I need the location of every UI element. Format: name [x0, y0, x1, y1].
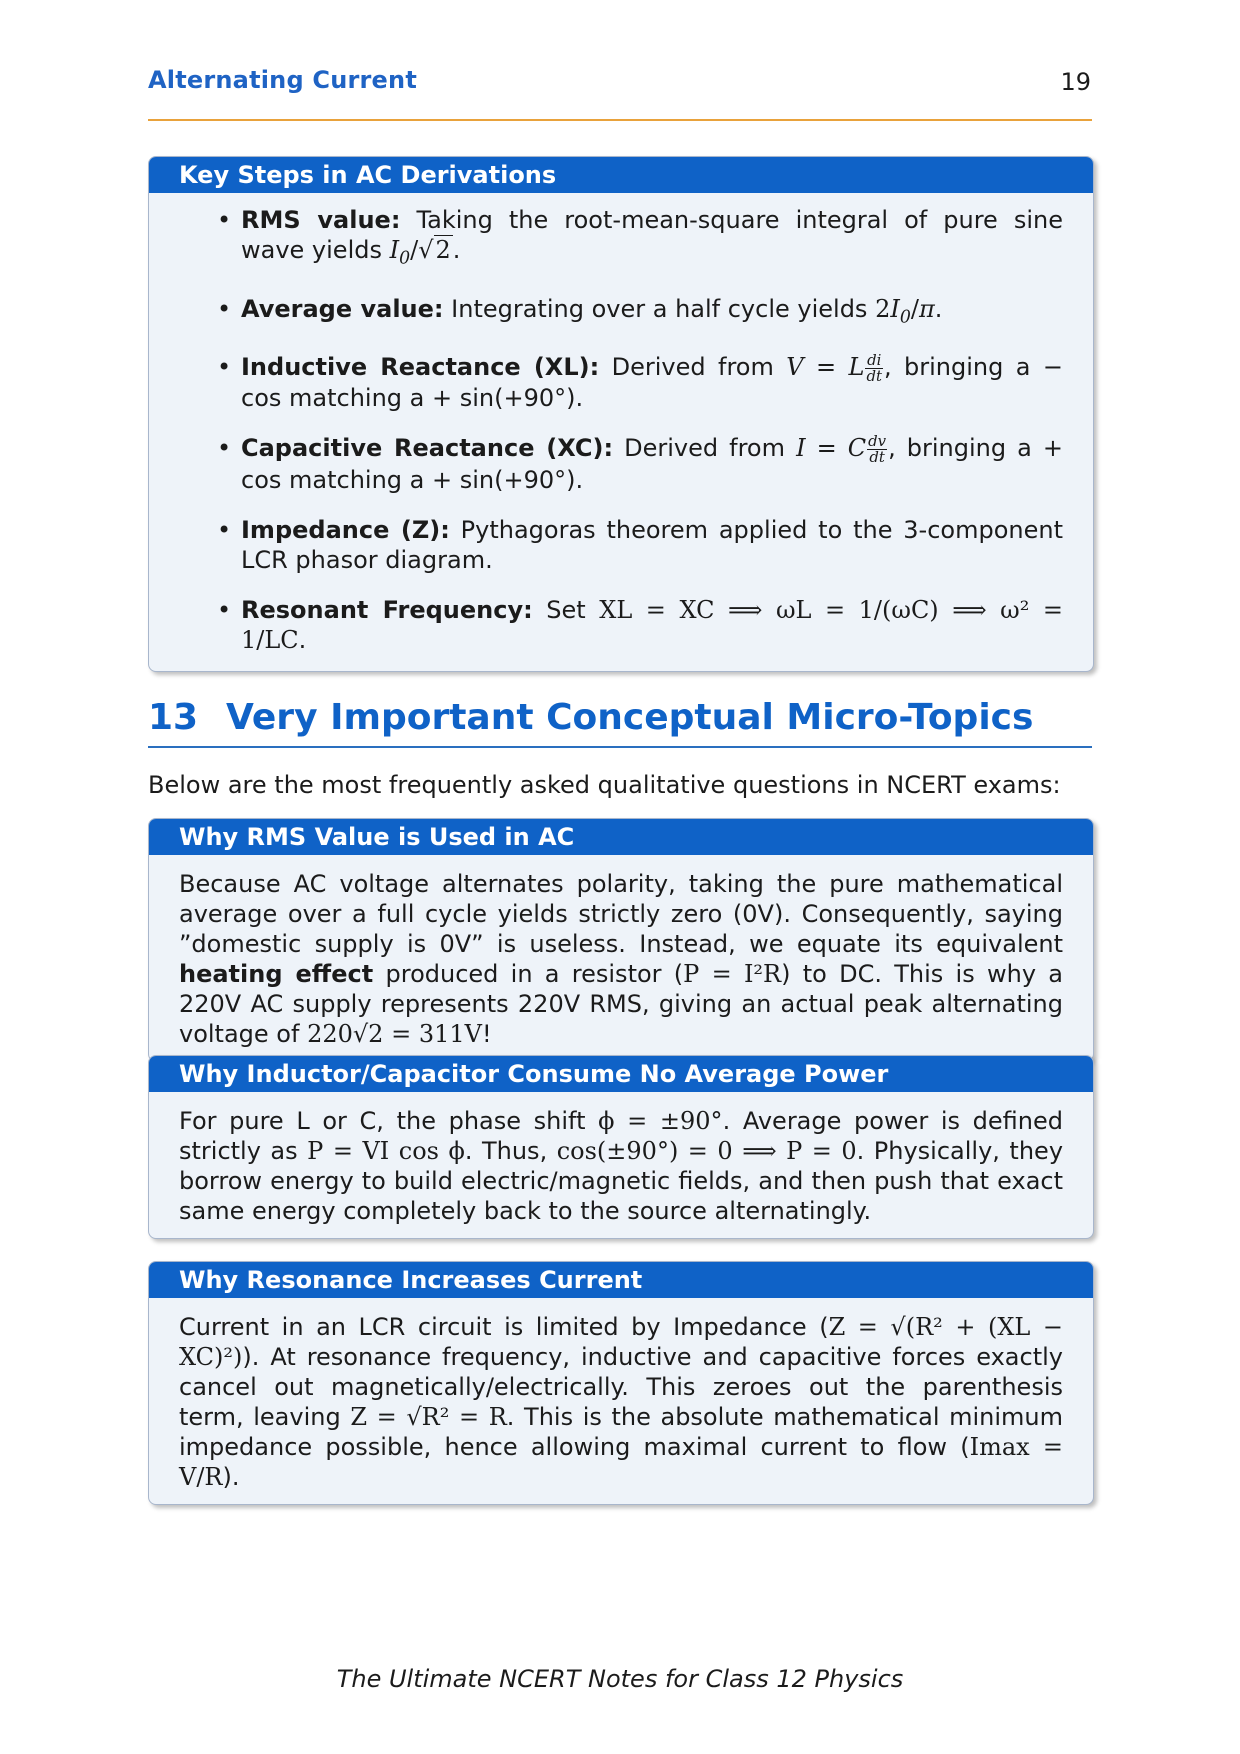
item-text: Derived from	[611, 353, 774, 382]
list-item	[241, 515, 1063, 575]
header-rule	[148, 119, 1092, 121]
item-end: .	[452, 236, 461, 264]
item-label: Inductive Reactance (XL):	[241, 353, 600, 382]
capacitive-formula-render: I = C $\frac{dv}{dt}$	[796, 432, 887, 466]
body-text: ).	[222, 1463, 240, 1491]
body-text: Because AC voltage alternates polarity, taking the pure mathematical average over a full cycle yields strictly zero (0V). Consequently, saying ”domestic supply is 0V” is useless. Instead, we equate its equivalent	[179, 870, 1063, 958]
body-math: Z = √(R² + (XL − XC)²)	[179, 1313, 1063, 1371]
item-label: RMS value:	[241, 206, 401, 234]
page-number: 19	[1060, 68, 1091, 96]
section-number: 13	[148, 697, 199, 738]
resonance-box-body	[149, 1298, 1093, 1504]
rms-box	[148, 818, 1094, 1062]
list-item	[241, 294, 1063, 333]
rms-formula-render: $I_0$	[389, 236, 411, 269]
item-end: .	[298, 625, 307, 654]
key-steps-box	[148, 156, 1094, 672]
rms-box-title: Why RMS Value is Used in AC	[149, 819, 1093, 855]
body-text: . Thus,	[464, 1137, 548, 1165]
section-rule	[148, 746, 1092, 748]
key-steps-title: Key Steps in AC Derivations	[149, 157, 1093, 193]
item-label: Impedance (Z):	[241, 515, 450, 544]
section-heading	[148, 697, 1033, 738]
power-box	[148, 1055, 1094, 1239]
item-text: Pythagoras theorem applied to the 3-component LCR phasor diagram.	[241, 515, 1063, 574]
item-text: Set	[546, 595, 586, 624]
item-end: .	[934, 294, 943, 323]
item-text: Taking the root-mean-square integral of pure sine wave yields	[241, 206, 1063, 264]
body-text: . Average power is defined strictly as	[179, 1107, 1063, 1165]
body-text: Current in an LCR circuit is limited by Impedance (	[179, 1313, 829, 1341]
body-math: Imax = V/R	[179, 1433, 1064, 1491]
item-math: XL = XC ⟹ ωL = 1/(ωC) ⟹ ω² = 1/LC	[241, 595, 1063, 654]
item-label: Average value:	[241, 294, 444, 323]
list-item	[241, 433, 1063, 494]
item-text: , bringing a + cos matching a + sin(+90°).	[241, 434, 1063, 494]
resonance-box-title: Why Resonance Increases Current	[149, 1262, 1093, 1298]
body-math: cos(±90°) = 0 ⟹ P = 0	[556, 1137, 857, 1165]
item-text: Derived from	[624, 434, 785, 463]
body-math: Z = √R² = R	[350, 1403, 507, 1431]
resonance-box	[148, 1261, 1094, 1505]
list-item	[241, 352, 1063, 413]
body-text: ). At resonance frequency, inductive and capacitive forces exactly cancel out magnetically/electrically. This zeroes out the parenthesis term, leaving	[179, 1343, 1063, 1431]
body-math: P = I²R	[683, 960, 782, 988]
body-text: ) to DC. This is why a 220V AC supply represents 220V RMS, giving an actual peak alternating voltage of	[179, 960, 1064, 1048]
body-text: . Physically, they borrow energy to build electric/magnetic fields, and then push that exact same energy completely back to the source alternatingly.	[179, 1137, 1064, 1225]
item-text: Integrating over a half cycle yields	[451, 294, 868, 323]
body-bold: heating effect	[179, 960, 374, 988]
body-text: For pure L or C, the phase shift	[179, 1107, 586, 1135]
body-math: 220√2 = 311V	[307, 1020, 482, 1048]
rms-box-body	[149, 855, 1093, 1061]
item-text: , bringing a − cos matching a + sin(+90°).	[241, 353, 1063, 413]
list-item: • RMS value: Taking the root-mean-square integral of pure sine wave yields $I_0/√2$.	[241, 205, 1063, 274]
footer: The Ultimate NCERT Notes for Class 12 Physics	[336, 1665, 904, 1693]
list-item	[241, 595, 1063, 655]
section-intro: Below are the most frequently asked qualitative questions in NCERT exams:	[148, 771, 1061, 799]
body-math: P = VI cos ϕ	[307, 1137, 465, 1165]
item-label: Capacitive Reactance (XC):	[241, 434, 614, 463]
power-box-body	[149, 1092, 1093, 1238]
inductive-formula-render: V = L $\frac{di}{dt}$	[786, 350, 882, 385]
item-label: Resonant Frequency:	[241, 595, 533, 624]
body-text: produced in a resistor (	[385, 960, 684, 988]
key-steps-list	[179, 205, 1063, 655]
body-text: !	[481, 1020, 492, 1048]
body-math: ϕ = ±90°	[598, 1107, 723, 1135]
running-head: Alternating Current	[148, 66, 417, 94]
power-box-title: Why Inductor/Capacitor Consume No Average Power	[149, 1056, 1093, 1092]
average-formula-render: $2I_0/\pi$	[875, 294, 935, 328]
section-title: Very Important Conceptual Micro-Topics	[226, 697, 1034, 738]
body-text: . This is the absolute mathematical minimum impedance possible, hence allowing maximal current to flow (	[179, 1403, 1064, 1461]
